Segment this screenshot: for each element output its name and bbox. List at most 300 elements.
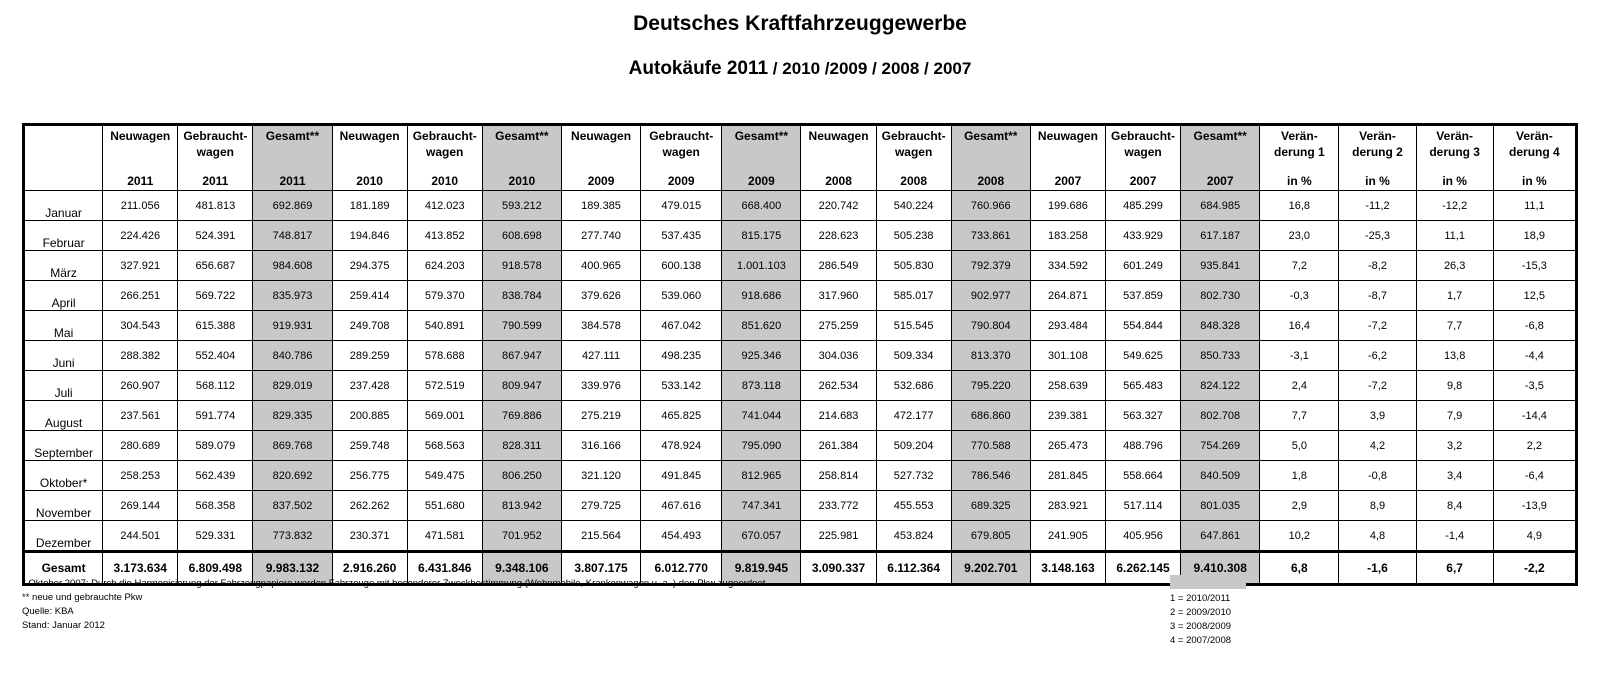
column-header bbox=[1493, 125, 1576, 191]
value-cell: 5,0 bbox=[1260, 431, 1339, 461]
month-cell: September bbox=[24, 431, 103, 461]
column-header-year: in % bbox=[1442, 174, 1467, 188]
value-cell: 13,8 bbox=[1416, 341, 1493, 371]
column-header-year: 2007 bbox=[1206, 174, 1234, 188]
value-cell: 199.686 bbox=[1030, 191, 1105, 221]
value-cell: 327.921 bbox=[103, 251, 178, 281]
value-cell: 6,7 bbox=[1416, 552, 1493, 585]
value-cell: 551.680 bbox=[407, 491, 482, 521]
value-cell: 280.689 bbox=[103, 431, 178, 461]
column-header-year: 2008 bbox=[825, 174, 852, 188]
value-cell: 433.929 bbox=[1105, 221, 1180, 251]
value-cell: 515.545 bbox=[876, 311, 951, 341]
month-cell: Oktober* bbox=[24, 461, 103, 491]
column-header-year: 2008 bbox=[900, 174, 927, 188]
value-cell: 668.400 bbox=[722, 191, 801, 221]
table-row bbox=[24, 401, 1577, 431]
value-cell: 509.204 bbox=[876, 431, 951, 461]
column-header bbox=[876, 125, 951, 191]
value-cell: 539.060 bbox=[641, 281, 722, 311]
value-cell: 258.639 bbox=[1030, 371, 1105, 401]
value-cell: 237.561 bbox=[103, 401, 178, 431]
value-cell: 281.845 bbox=[1030, 461, 1105, 491]
value-cell: 795.220 bbox=[951, 371, 1030, 401]
column-header-year: 2009 bbox=[748, 174, 775, 188]
value-cell: 6.809.498 bbox=[178, 552, 253, 585]
column-header-year: in % bbox=[1522, 174, 1547, 188]
table-row bbox=[24, 251, 1577, 281]
value-cell: 288.382 bbox=[103, 341, 178, 371]
table-row bbox=[24, 521, 1577, 552]
value-cell: 802.730 bbox=[1181, 281, 1260, 311]
column-header bbox=[1105, 125, 1180, 191]
value-cell: 183.258 bbox=[1030, 221, 1105, 251]
value-cell: 600.138 bbox=[641, 251, 722, 281]
value-cell: 801.035 bbox=[1181, 491, 1260, 521]
value-cell: 679.805 bbox=[951, 521, 1030, 552]
table-row bbox=[24, 341, 1577, 371]
column-header bbox=[1181, 125, 1260, 191]
value-cell: 10,2 bbox=[1260, 521, 1339, 552]
value-cell: 748.817 bbox=[253, 221, 332, 251]
value-cell: 829.019 bbox=[253, 371, 332, 401]
value-cell: 2,9 bbox=[1260, 491, 1339, 521]
value-cell: 760.966 bbox=[951, 191, 1030, 221]
column-header-year: in % bbox=[1287, 174, 1312, 188]
value-cell: 935.841 bbox=[1181, 251, 1260, 281]
column-header bbox=[641, 125, 722, 191]
value-cell: 529.331 bbox=[178, 521, 253, 552]
value-cell: -6,8 bbox=[1493, 311, 1576, 341]
value-cell: 9.348.106 bbox=[482, 552, 561, 585]
value-cell: 537.859 bbox=[1105, 281, 1180, 311]
value-cell: 840.786 bbox=[253, 341, 332, 371]
value-cell: 815.175 bbox=[722, 221, 801, 251]
month-cell: Juli bbox=[24, 371, 103, 401]
value-cell: 455.553 bbox=[876, 491, 951, 521]
value-cell: 228.623 bbox=[801, 221, 876, 251]
value-cell: 9.819.945 bbox=[722, 552, 801, 585]
table-row bbox=[24, 461, 1577, 491]
column-header-year: 2011 bbox=[279, 174, 306, 188]
table-row bbox=[24, 191, 1577, 221]
value-cell: 4,2 bbox=[1339, 431, 1416, 461]
value-cell: -2,2 bbox=[1493, 552, 1576, 585]
value-cell: 467.616 bbox=[641, 491, 722, 521]
value-cell: -0,3 bbox=[1260, 281, 1339, 311]
value-cell: -8,2 bbox=[1339, 251, 1416, 281]
footnote-line: Quelle: KBA bbox=[22, 606, 74, 617]
value-cell: 792.379 bbox=[951, 251, 1030, 281]
value-cell: 339.976 bbox=[561, 371, 640, 401]
value-cell: 540.891 bbox=[407, 311, 482, 341]
value-cell: -6,2 bbox=[1339, 341, 1416, 371]
footnote-line: ** neue und gebrauchte Pkw bbox=[22, 592, 143, 603]
table-header-row bbox=[24, 125, 1577, 191]
month-cell: April bbox=[24, 281, 103, 311]
month-cell: März bbox=[24, 251, 103, 281]
value-cell: 400.965 bbox=[561, 251, 640, 281]
value-cell: 283.921 bbox=[1030, 491, 1105, 521]
value-cell: -1,6 bbox=[1339, 552, 1416, 585]
value-cell: 806.250 bbox=[482, 461, 561, 491]
legend bbox=[1170, 592, 1231, 648]
column-header-label: Verän- derung 1 bbox=[1274, 129, 1325, 159]
value-cell: 277.740 bbox=[561, 221, 640, 251]
value-cell: 9.410.308 bbox=[1181, 552, 1260, 585]
value-cell: 256.775 bbox=[332, 461, 407, 491]
value-cell: 509.334 bbox=[876, 341, 951, 371]
value-cell: 795.090 bbox=[722, 431, 801, 461]
month-cell: Februar bbox=[24, 221, 103, 251]
column-header-label: Gesamt** bbox=[964, 129, 1018, 143]
value-cell: 6.431.846 bbox=[407, 552, 482, 585]
column-header-year: in % bbox=[1365, 174, 1390, 188]
value-cell: -1,4 bbox=[1416, 521, 1493, 552]
value-cell: 211.056 bbox=[103, 191, 178, 221]
value-cell: 479.015 bbox=[641, 191, 722, 221]
value-cell: 773.832 bbox=[253, 521, 332, 552]
value-cell: 2.916.260 bbox=[332, 552, 407, 585]
value-cell: 412.023 bbox=[407, 191, 482, 221]
value-cell: 467.042 bbox=[641, 311, 722, 341]
value-cell: 413.852 bbox=[407, 221, 482, 251]
table-row bbox=[24, 371, 1577, 401]
value-cell: 869.768 bbox=[253, 431, 332, 461]
column-header-label: Gesamt** bbox=[265, 129, 320, 143]
value-cell: 848.328 bbox=[1181, 311, 1260, 341]
value-cell: -8,7 bbox=[1339, 281, 1416, 311]
column-header-year: 2009 bbox=[587, 174, 615, 188]
month-cell: Januar bbox=[24, 191, 103, 221]
value-cell: 405.956 bbox=[1105, 521, 1180, 552]
value-cell: 601.249 bbox=[1105, 251, 1180, 281]
value-cell: -13,9 bbox=[1493, 491, 1576, 521]
value-cell: 16,8 bbox=[1260, 191, 1339, 221]
value-cell: 527.732 bbox=[876, 461, 951, 491]
value-cell: 809.947 bbox=[482, 371, 561, 401]
value-cell: 7,2 bbox=[1260, 251, 1339, 281]
value-cell: 3.148.163 bbox=[1030, 552, 1105, 585]
table-row bbox=[24, 431, 1577, 461]
value-cell: 279.725 bbox=[561, 491, 640, 521]
value-cell: 585.017 bbox=[876, 281, 951, 311]
value-cell: -14,4 bbox=[1493, 401, 1576, 431]
value-cell: 1,7 bbox=[1416, 281, 1493, 311]
value-cell: 505.830 bbox=[876, 251, 951, 281]
legend-line: 4 = 2007/2008 bbox=[1170, 635, 1232, 646]
value-cell: 593.212 bbox=[482, 191, 561, 221]
value-cell: 835.973 bbox=[253, 281, 332, 311]
value-cell: -3,1 bbox=[1260, 341, 1339, 371]
subtitle-years: / 2010 /2009 / 2008 / 2007 bbox=[768, 59, 972, 78]
value-cell: 3.807.175 bbox=[561, 552, 640, 585]
value-cell: -3,5 bbox=[1493, 371, 1576, 401]
value-cell: 6.012.770 bbox=[641, 552, 722, 585]
value-cell: -6,4 bbox=[1493, 461, 1576, 491]
value-cell: 569.722 bbox=[178, 281, 253, 311]
value-cell: 517.114 bbox=[1105, 491, 1180, 521]
column-header-label: Gebraucht- wagen bbox=[412, 129, 477, 159]
column-header-label: Gebraucht- wagen bbox=[1111, 129, 1176, 159]
value-cell: 2,4 bbox=[1260, 371, 1339, 401]
value-cell: 215.564 bbox=[561, 521, 640, 552]
value-cell: 478.924 bbox=[641, 431, 722, 461]
value-cell: 532.686 bbox=[876, 371, 951, 401]
value-cell: 317.960 bbox=[801, 281, 876, 311]
value-cell: 488.796 bbox=[1105, 431, 1180, 461]
column-header bbox=[801, 125, 876, 191]
column-header-year: 2010 bbox=[356, 174, 383, 188]
value-cell: 918.578 bbox=[482, 251, 561, 281]
value-cell: -11,2 bbox=[1339, 191, 1416, 221]
table-row bbox=[24, 311, 1577, 341]
value-cell: 701.952 bbox=[482, 521, 561, 552]
value-cell: 9.983.132 bbox=[253, 552, 332, 585]
value-cell: 453.824 bbox=[876, 521, 951, 552]
table-row bbox=[24, 221, 1577, 251]
value-cell: 262.534 bbox=[801, 371, 876, 401]
value-cell: 568.563 bbox=[407, 431, 482, 461]
column-header bbox=[332, 125, 407, 191]
column-header bbox=[103, 125, 178, 191]
value-cell: 563.327 bbox=[1105, 401, 1180, 431]
table-row bbox=[24, 281, 1577, 311]
value-cell: -7,2 bbox=[1339, 311, 1416, 341]
value-cell: 294.375 bbox=[332, 251, 407, 281]
month-cell: Dezember bbox=[24, 521, 103, 552]
value-cell: 7,7 bbox=[1260, 401, 1339, 431]
value-cell: 3,4 bbox=[1416, 461, 1493, 491]
value-cell: 259.414 bbox=[332, 281, 407, 311]
value-cell: 790.599 bbox=[482, 311, 561, 341]
value-cell: 16,4 bbox=[1260, 311, 1339, 341]
value-cell: 225.981 bbox=[801, 521, 876, 552]
value-cell: 850.733 bbox=[1181, 341, 1260, 371]
value-cell: 554.844 bbox=[1105, 311, 1180, 341]
value-cell: 286.549 bbox=[801, 251, 876, 281]
value-cell: 261.384 bbox=[801, 431, 876, 461]
value-cell: 840.509 bbox=[1181, 461, 1260, 491]
value-cell: 472.177 bbox=[876, 401, 951, 431]
value-cell: 293.484 bbox=[1030, 311, 1105, 341]
value-cell: 220.742 bbox=[801, 191, 876, 221]
value-cell: 647.861 bbox=[1181, 521, 1260, 552]
value-cell: 624.203 bbox=[407, 251, 482, 281]
value-cell: 481.813 bbox=[178, 191, 253, 221]
value-cell: 837.502 bbox=[253, 491, 332, 521]
subtitle-main: Autokäufe 2011 bbox=[628, 58, 769, 79]
value-cell: 6.262.145 bbox=[1105, 552, 1180, 585]
column-header bbox=[951, 125, 1030, 191]
legend-swatch bbox=[1170, 575, 1246, 589]
value-cell: 984.608 bbox=[253, 251, 332, 281]
column-header-label: Gebraucht- wagen bbox=[649, 129, 714, 159]
value-cell: 589.079 bbox=[178, 431, 253, 461]
month-cell: August bbox=[24, 401, 103, 431]
value-cell: 925.346 bbox=[722, 341, 801, 371]
value-cell: 233.772 bbox=[801, 491, 876, 521]
column-header bbox=[1260, 125, 1339, 191]
column-header-label: Neuwagen bbox=[110, 129, 171, 143]
value-cell: 194.846 bbox=[332, 221, 407, 251]
value-cell: 498.235 bbox=[641, 341, 722, 371]
value-cell: 491.845 bbox=[641, 461, 722, 491]
value-cell: 617.187 bbox=[1181, 221, 1260, 251]
value-cell: 2,2 bbox=[1493, 431, 1576, 461]
value-cell: 8,4 bbox=[1416, 491, 1493, 521]
legend-line: 1 = 2010/2011 bbox=[1170, 593, 1231, 604]
column-header-year: 2010 bbox=[431, 174, 459, 188]
value-cell: 23,0 bbox=[1260, 221, 1339, 251]
value-cell: 684.985 bbox=[1181, 191, 1260, 221]
value-cell: 264.871 bbox=[1030, 281, 1105, 311]
footnotes bbox=[22, 577, 768, 633]
value-cell: 569.001 bbox=[407, 401, 482, 431]
column-header-year: 2011 bbox=[127, 174, 154, 188]
column-header-year: 2007 bbox=[1054, 174, 1082, 188]
total-label: Gesamt bbox=[24, 552, 103, 585]
value-cell: 754.269 bbox=[1181, 431, 1260, 461]
column-header bbox=[722, 125, 801, 191]
value-cell: 334.592 bbox=[1030, 251, 1105, 281]
value-cell: 4,8 bbox=[1339, 521, 1416, 552]
value-cell: 239.381 bbox=[1030, 401, 1105, 431]
column-header-label: Gesamt** bbox=[1193, 129, 1247, 143]
value-cell: -4,4 bbox=[1493, 341, 1576, 371]
value-cell: -0,8 bbox=[1339, 461, 1416, 491]
value-cell: 608.698 bbox=[482, 221, 561, 251]
column-header bbox=[1339, 125, 1416, 191]
column-header-label: Verän- derung 3 bbox=[1429, 129, 1480, 159]
value-cell: 549.625 bbox=[1105, 341, 1180, 371]
column-header-label: Neuwagen bbox=[571, 129, 632, 143]
value-cell: 552.404 bbox=[178, 341, 253, 371]
value-cell: 214.683 bbox=[801, 401, 876, 431]
footnote-line: * Oktober 2007: Durch die Harmonisierung der Fahrzeugpapiere werden Fahrzeuge mit besonderer Zweckbestimmung (Wohnmobile, Krankenwagen u. a. ) den Pkw zugeordnet. bbox=[22, 578, 768, 589]
column-header bbox=[1030, 125, 1105, 191]
column-header bbox=[253, 125, 332, 191]
value-cell: -12,2 bbox=[1416, 191, 1493, 221]
value-cell: 867.947 bbox=[482, 341, 561, 371]
value-cell: 237.428 bbox=[332, 371, 407, 401]
value-cell: 572.519 bbox=[407, 371, 482, 401]
value-cell: 505.238 bbox=[876, 221, 951, 251]
column-header-year: 2011 bbox=[202, 174, 229, 188]
value-cell: 275.219 bbox=[561, 401, 640, 431]
month-cell: Mai bbox=[24, 311, 103, 341]
value-cell: 813.942 bbox=[482, 491, 561, 521]
value-cell: -7,2 bbox=[1339, 371, 1416, 401]
column-header-label: Neuwagen bbox=[808, 129, 869, 143]
value-cell: 813.370 bbox=[951, 341, 1030, 371]
value-cell: 3,9 bbox=[1339, 401, 1416, 431]
value-cell: 384.578 bbox=[561, 311, 640, 341]
value-cell: 9.202.701 bbox=[951, 552, 1030, 585]
value-cell: 266.251 bbox=[103, 281, 178, 311]
value-cell: 275.259 bbox=[801, 311, 876, 341]
column-header-year: 2008 bbox=[977, 174, 1005, 188]
value-cell: 824.122 bbox=[1181, 371, 1260, 401]
value-cell: 562.439 bbox=[178, 461, 253, 491]
value-cell: 565.483 bbox=[1105, 371, 1180, 401]
value-cell: 260.907 bbox=[103, 371, 178, 401]
value-cell: 12,5 bbox=[1493, 281, 1576, 311]
value-cell: 686.860 bbox=[951, 401, 1030, 431]
value-cell: 670.057 bbox=[722, 521, 801, 552]
value-cell: 579.370 bbox=[407, 281, 482, 311]
value-cell: 454.493 bbox=[641, 521, 722, 552]
value-cell: 181.189 bbox=[332, 191, 407, 221]
value-cell: 769.886 bbox=[482, 401, 561, 431]
value-cell: 851.620 bbox=[722, 311, 801, 341]
value-cell: 11,1 bbox=[1416, 221, 1493, 251]
value-cell: 902.977 bbox=[951, 281, 1030, 311]
value-cell: 578.688 bbox=[407, 341, 482, 371]
value-cell: 265.473 bbox=[1030, 431, 1105, 461]
value-cell: 316.166 bbox=[561, 431, 640, 461]
value-cell: 230.371 bbox=[332, 521, 407, 552]
column-header bbox=[1416, 125, 1493, 191]
value-cell: 258.814 bbox=[801, 461, 876, 491]
value-cell: 1,8 bbox=[1260, 461, 1339, 491]
value-cell: 786.546 bbox=[951, 461, 1030, 491]
value-cell: 289.259 bbox=[332, 341, 407, 371]
value-cell: 241.905 bbox=[1030, 521, 1105, 552]
value-cell: 6,8 bbox=[1260, 552, 1339, 585]
value-cell: 465.825 bbox=[641, 401, 722, 431]
value-cell: 11,1 bbox=[1493, 191, 1576, 221]
column-header-label: Neuwagen bbox=[339, 129, 400, 143]
value-cell: 918.686 bbox=[722, 281, 801, 311]
value-cell: 427.111 bbox=[561, 341, 640, 371]
value-cell: -15,3 bbox=[1493, 251, 1576, 281]
value-cell: 741.044 bbox=[722, 401, 801, 431]
column-header-year: 2010 bbox=[508, 174, 536, 188]
value-cell: 189.385 bbox=[561, 191, 640, 221]
column-header-label: Neuwagen bbox=[1037, 129, 1098, 143]
column-header-year: 2007 bbox=[1129, 174, 1157, 188]
column-header-label: Gesamt** bbox=[734, 129, 789, 143]
value-cell: 262.262 bbox=[332, 491, 407, 521]
value-cell: 9,8 bbox=[1416, 371, 1493, 401]
page-title: Deutsches Kraftfahrzeuggewerbe bbox=[633, 12, 967, 35]
value-cell: 533.142 bbox=[641, 371, 722, 401]
column-header-label: Gebraucht- wagen bbox=[881, 129, 946, 159]
column-header bbox=[407, 125, 482, 191]
value-cell: 244.501 bbox=[103, 521, 178, 552]
value-cell: 790.804 bbox=[951, 311, 1030, 341]
value-cell: 3,2 bbox=[1416, 431, 1493, 461]
month-cell: November bbox=[24, 491, 103, 521]
value-cell: 301.108 bbox=[1030, 341, 1105, 371]
value-cell: 549.475 bbox=[407, 461, 482, 491]
value-cell: 828.311 bbox=[482, 431, 561, 461]
value-cell: 747.341 bbox=[722, 491, 801, 521]
value-cell: 6.112.364 bbox=[876, 552, 951, 585]
table-row bbox=[24, 491, 1577, 521]
value-cell: 873.118 bbox=[722, 371, 801, 401]
value-cell: 692.869 bbox=[253, 191, 332, 221]
column-header-label: Verän- derung 4 bbox=[1509, 129, 1560, 159]
value-cell: 7,9 bbox=[1416, 401, 1493, 431]
footnote-line: Stand: Januar 2012 bbox=[22, 620, 105, 631]
column-header-label: Gesamt** bbox=[495, 129, 549, 143]
value-cell: 656.687 bbox=[178, 251, 253, 281]
value-cell: 259.748 bbox=[332, 431, 407, 461]
value-cell: 568.358 bbox=[178, 491, 253, 521]
column-header-label: Verän- derung 2 bbox=[1352, 129, 1403, 159]
